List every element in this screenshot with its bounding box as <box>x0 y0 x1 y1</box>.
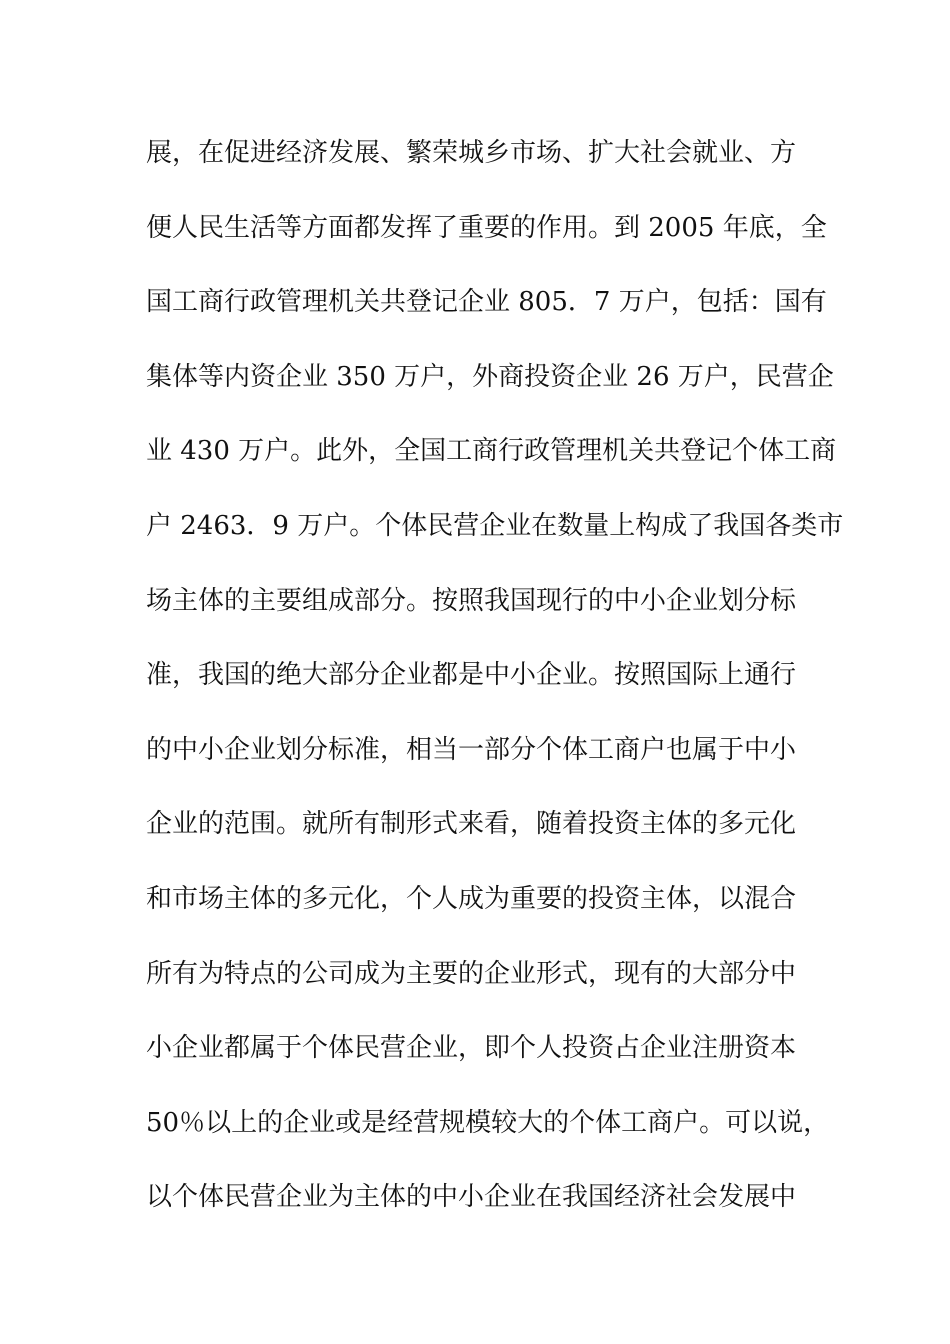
text-line: 便人民生活等方面都发挥了重要的作用。到 2005 年底，全 <box>146 212 827 243</box>
text-line: 集体等内资企业 350 万户，外商投资企业 26 万户，民营企 <box>146 361 834 392</box>
text-line: 国工商行政管理机关共登记企业 805．7 万户，包括：国有 <box>146 287 827 318</box>
text-line: 场主体的主要组成部分。按照我国现行的中小企业划分标 <box>146 585 797 616</box>
text-line: 所有为特点的公司成为主要的企业形式，现有的大部分中 <box>146 958 797 989</box>
text-line: 的中小企业划分标准，相当一部分个体工商户也属于中小 <box>146 734 797 765</box>
text-line: 以个体民营企业为主体的中小企业在我国经济社会发展中 <box>146 1182 797 1213</box>
text-line: 业 430 万户。此外，全国工商行政管理机关共登记个体工商 <box>146 436 837 467</box>
body-paragraph <box>146 131 844 1250</box>
text-line: 企业的范围。就所有制形式来看，随着投资主体的多元化 <box>146 809 797 840</box>
text-line: 户 2463．9 万户。个体民营企业在数量上构成了我国各类市 <box>146 510 844 541</box>
text-line: 50％以上的企业或是经营规模较大的个体工商户。可以说， <box>146 1107 830 1138</box>
text-line: 和市场主体的多元化，个人成为重要的投资主体，以混合 <box>146 883 797 914</box>
text-line: 小企业都属于个体民营企业，即个人投资占企业注册资本 <box>146 1033 797 1064</box>
text-line: 准，我国的绝大部分企业都是中小企业。按照国际上通行 <box>146 660 797 691</box>
text-line: 展，在促进经济发展、繁荣城乡市场、扩大社会就业、方 <box>146 138 797 168</box>
